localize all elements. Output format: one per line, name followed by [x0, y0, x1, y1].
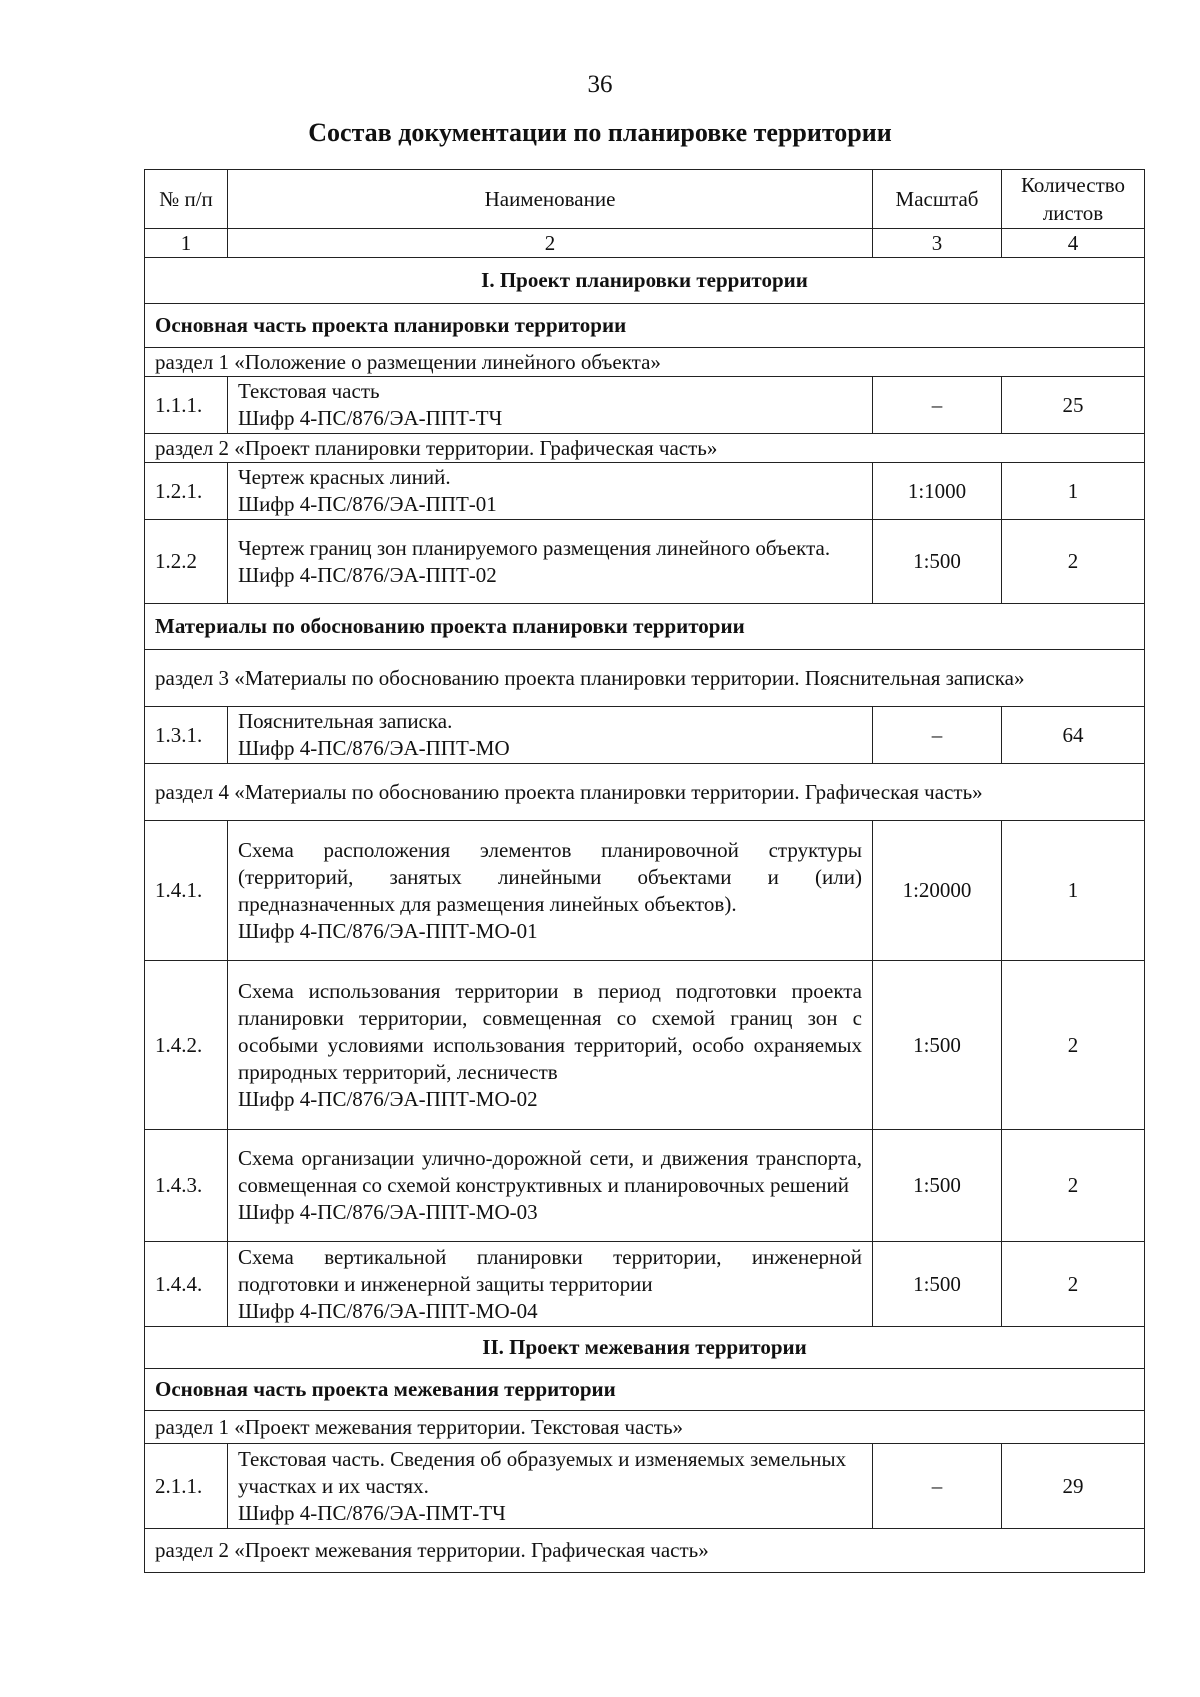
row-name — [228, 463, 873, 520]
row-name-text: Схема расположения элементов планировочной структуры (территорий, занятых линейными объектами и (или) предназначенных для размещения линейных объектов). — [238, 837, 862, 916]
row-sheets: 25 — [1002, 377, 1145, 434]
row-name — [228, 377, 873, 434]
subsection-heading-row — [145, 604, 1145, 650]
row-number: 1.1.1. — [145, 377, 228, 434]
header-count-line1: Количество — [1020, 173, 1126, 197]
table-header-row — [145, 170, 1145, 229]
row-scale: 1:20000 — [873, 821, 1002, 961]
row-cipher: Шифр 4-ПС/876/ЭА-ППТ-02 — [238, 562, 497, 587]
row-sheets: 2 — [1002, 961, 1145, 1130]
header-num: № п/п — [145, 170, 228, 229]
row-name-text: Чертеж границ зон планируемого размещения линейного объекта. — [238, 535, 831, 560]
row-name-text: Чертеж красных линий. — [238, 465, 451, 489]
row-name — [228, 821, 873, 961]
row-cipher: Шифр 4-ПС/876/ЭА-ППТ-МО-01 — [238, 918, 538, 943]
row-name — [228, 961, 873, 1130]
row-number: 1.3.1. — [145, 707, 228, 764]
row-scale: 1:500 — [873, 1130, 1002, 1242]
row-cipher: Шифр 4-ПС/876/ЭА-ПМТ-ТЧ — [238, 1500, 506, 1525]
row-name — [228, 520, 873, 604]
razdel-row — [145, 764, 1145, 821]
razdel-2-1: раздел 1 «Проект межевания территории. Текстовая часть» — [145, 1411, 1145, 1444]
razdel-row — [145, 348, 1145, 377]
part1-main-title: Основная часть проекта планировки территории — [145, 304, 1145, 348]
header-count-line2: листов — [1042, 201, 1104, 225]
table-row — [145, 1130, 1145, 1242]
row-sheets: 64 — [1002, 707, 1145, 764]
row-number: 1.4.3. — [145, 1130, 228, 1242]
table-row — [145, 520, 1145, 604]
row-name — [228, 1444, 873, 1529]
row-number: 1.4.1. — [145, 821, 228, 961]
razdel-row — [145, 650, 1145, 707]
row-scale: – — [873, 377, 1002, 434]
row-number: 1.2.2 — [145, 520, 228, 604]
table-row — [145, 377, 1145, 434]
row-cipher: Шифр 4-ПС/876/ЭА-ППТ-МО-03 — [238, 1200, 538, 1224]
razdel-4: раздел 4 «Материалы по обоснованию проекта планировки территории. Графическая часть» — [145, 764, 1145, 821]
row-name — [228, 1242, 873, 1327]
razdel-1: раздел 1 «Положение о размещении линейного объекта» — [145, 348, 1145, 377]
row-cipher: Шифр 4-ПС/876/ЭА-ППТ-МО — [238, 736, 510, 760]
row-name-text: Схема организации улично-дорожной сети, и движения транспорта, совмещенная со схемой конструктивных и планировочных решений — [238, 1146, 862, 1197]
column-number-4: 4 — [1002, 229, 1145, 258]
row-cipher: Шифр 4-ПС/876/ЭА-ППТ-01 — [238, 492, 497, 516]
row-name-text: Текстовая часть. Сведения об образуемых и изменяемых земельных участках и их частях. — [238, 1446, 847, 1498]
documentation-table — [144, 169, 1145, 1573]
row-cipher: Шифр 4-ПС/876/ЭА-ППТ-МО-02 — [238, 1086, 538, 1111]
table-row — [145, 1242, 1145, 1327]
row-cipher: Шифр 4-ПС/876/ЭА-ППТ-ТЧ — [238, 406, 503, 430]
row-scale: 1:500 — [873, 1242, 1002, 1327]
row-number: 1.4.4. — [145, 1242, 228, 1327]
row-sheets: 1 — [1002, 821, 1145, 961]
row-scale: 1:500 — [873, 520, 1002, 604]
row-name-text: Пояснительная записка. — [238, 709, 453, 733]
row-number: 1.4.2. — [145, 961, 228, 1130]
table-row — [145, 463, 1145, 520]
row-scale: 1:1000 — [873, 463, 1002, 520]
row-name-text: Схема использования территории в период подготовки проекта планировки территории, совмещенная со схемой границ зон с особыми условиями использования территорий, особо охраняемых природных территорий, лесничеств — [238, 978, 862, 1084]
table-row — [145, 961, 1145, 1130]
part-heading-row — [145, 1327, 1145, 1369]
subsection-heading-row — [145, 304, 1145, 348]
column-numbers-row — [145, 229, 1145, 258]
row-sheets: 1 — [1002, 463, 1145, 520]
razdel-row — [145, 1529, 1145, 1573]
row-name — [228, 707, 873, 764]
column-number-1: 1 — [145, 229, 228, 258]
header-name: Наименование — [228, 170, 873, 229]
razdel-row — [145, 1411, 1145, 1444]
table-row — [145, 707, 1145, 764]
row-cipher: Шифр 4-ПС/876/ЭА-ППТ-МО-04 — [238, 1298, 538, 1323]
column-number-3: 3 — [873, 229, 1002, 258]
subsection-heading-row — [145, 1369, 1145, 1411]
razdel-row — [145, 434, 1145, 463]
row-scale: – — [873, 1444, 1002, 1529]
razdel-2: раздел 2 «Проект планировки территории. Графическая часть» — [145, 434, 1145, 463]
row-number: 2.1.1. — [145, 1444, 228, 1529]
row-sheets: 29 — [1002, 1444, 1145, 1529]
razdel-3: раздел 3 «Материалы по обоснованию проекта планировки территории. Пояснительная записка» — [145, 650, 1145, 707]
part1-materials-title: Материалы по обоснованию проекта планировки территории — [145, 604, 1145, 650]
row-name — [228, 1130, 873, 1242]
row-sheets: 2 — [1002, 520, 1145, 604]
part2-main-title: Основная часть проекта межевания территории — [145, 1369, 1145, 1411]
razdel-2-2: раздел 2 «Проект межевания территории. Графическая часть» — [145, 1529, 1145, 1573]
row-number: 1.2.1. — [145, 463, 228, 520]
part2-title: II. Проект межевания территории — [145, 1327, 1145, 1369]
column-number-2: 2 — [228, 229, 873, 258]
document-title: Состав документации по планировке территории — [308, 118, 892, 147]
table-row — [145, 1444, 1145, 1529]
table-row — [145, 821, 1145, 961]
row-scale: – — [873, 707, 1002, 764]
row-sheets: 2 — [1002, 1242, 1145, 1327]
part1-title: I. Проект планировки территории — [145, 258, 1145, 304]
header-scale: Масштаб — [873, 170, 1002, 229]
row-scale: 1:500 — [873, 961, 1002, 1130]
row-name-text: Схема вертикальной планировки территории, инженерной подготовки и инженерной защиты территории — [238, 1244, 862, 1296]
page-number: 36 — [587, 71, 613, 98]
row-name-text: Текстовая часть — [238, 379, 380, 403]
part-heading-row — [145, 258, 1145, 304]
row-sheets: 2 — [1002, 1130, 1145, 1242]
header-sheet-count — [1002, 170, 1145, 229]
